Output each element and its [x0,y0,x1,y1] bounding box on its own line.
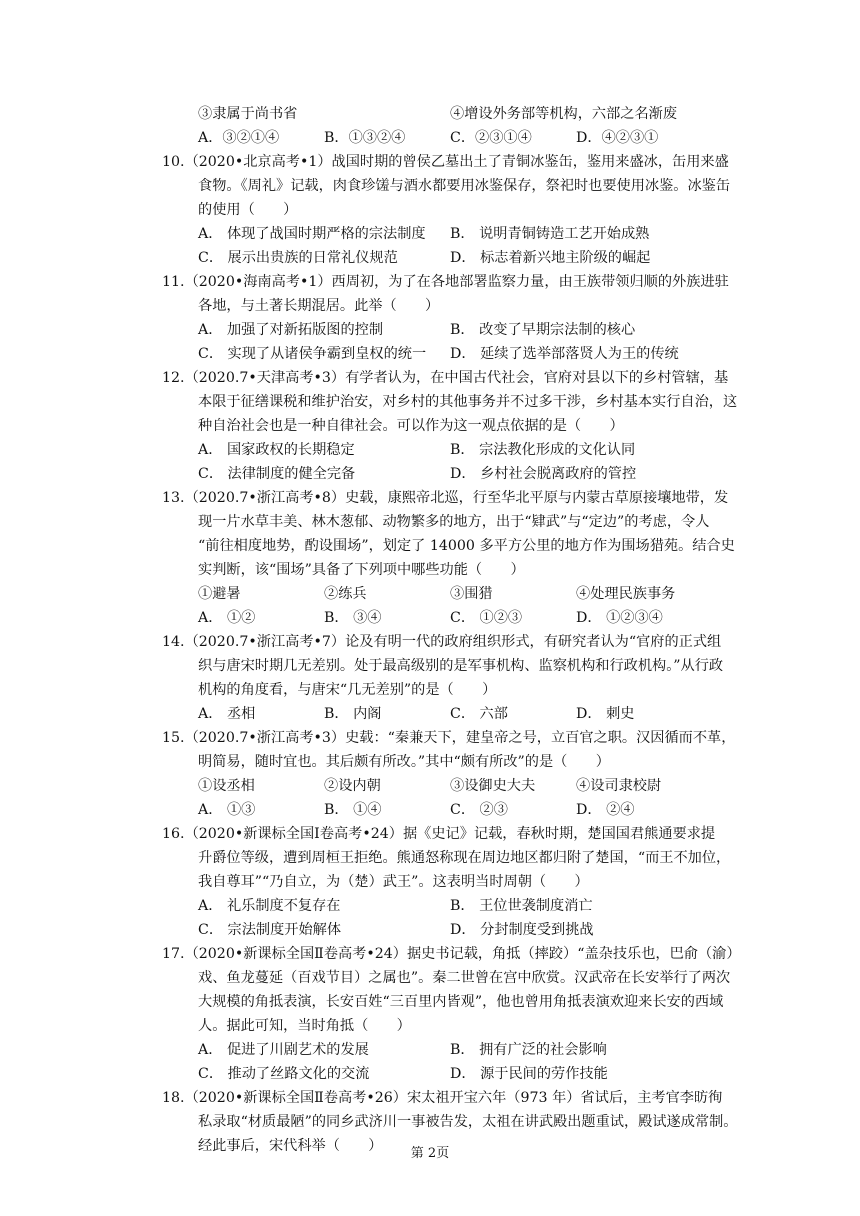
option-b: B． 拥有广泛的社会影响 [450,1042,607,1058]
question-text-line: 的使用（ ） [198,202,298,218]
question-text-line: 经此事后，宋代科举（ ） [198,1138,383,1154]
question-text-line: 13.（2020.7•浙江高考•8）史载，康熙帝北巡，行至华北平原与内蒙古草原接壤地带，发 [162,490,729,506]
item-3: ③围猎 [450,586,493,602]
question-text-line: 私录取“材质最陋”的同乡武济川一事被告发，太祖在讲武殿出题重试，殿试遂成常制。 [198,1114,738,1130]
option-b: B． 王位世袭制度消亡 [450,898,593,914]
question-text-line: 大规模的角抵表演，长安百姓“三百里内皆观”，他也曾用角抵表演欢迎来长安的西域 [198,994,724,1010]
option-d: D． 延续了选举部落贤人为王的传统 [450,346,679,362]
option-b: B． ①④ [324,802,382,818]
question-text-line: 14.（2020.7•浙江高考•7）论及有明一代的政府组织形式，有研究者认为“官府的正式组 [162,634,722,650]
option-c: C． ①②③ [450,610,523,626]
question-text-line: “前往相度地势，酌设围场”，划定了 14000 多平方公里的地方作为围场猎苑。结合史 [198,538,735,554]
option-c: C． ②③ [450,802,508,818]
option-a: A． 加强了对新拓版图的控制 [198,322,384,338]
option-b: B． 内阁 [324,706,382,722]
option-c: C． 宗法制度开始解体 [198,922,342,938]
option-a: A． 礼乐制度不复存在 [198,898,341,914]
item-1: ①避暑 [198,586,241,602]
question-text-line: 戏、鱼龙蔓延（百戏节目）之属也”。秦二世曾在宫中欣赏。汉武帝在长安举行了两次 [198,970,731,986]
option-b: B． 宗法教化形成的文化认同 [450,442,636,458]
option-a: A． ①③ [198,802,256,818]
question-text-line: 11.（2020•海南高考•1）西周初，为了在各地部署监察力量，由王族带领归顺的外族进驻 [162,274,729,290]
question-text-line: 机构的角度看，与唐宋“几无差别”的是（ ） [198,682,497,698]
question-text-line: 我自尊耳”“乃自立，为（楚）武王”。这表明当时周朝（ ） [198,874,589,890]
option-a: A． 促进了川剧艺术的发展 [198,1042,369,1058]
option-b: B． ③④ [324,610,382,626]
item-4: ④设司隶校尉 [576,778,662,794]
page-number: 第 2页 [410,1146,450,1161]
question-14 [162,630,724,726]
question-16 [162,822,731,942]
q9-options [162,126,702,150]
question-text-line: 12.（2020.7•天津高考•3）有学者认为，在中国古代社会，官府对县以下的乡村管辖，基 [162,370,729,386]
question-15 [162,726,736,822]
option-d: D． 标志着新兴地主阶级的崛起 [450,250,651,266]
option-c: C． 六部 [450,706,508,722]
option-d: D． 乡村社会脱离政府的管控 [450,466,637,482]
option-a: A． 体现了战国时期严格的宗法制度 [198,226,426,242]
option-c: C． 推动了丝路文化的交流 [198,1066,370,1082]
option-a: A．③②①④ [198,130,280,146]
option-c: C． 法律制度的健全完备 [198,466,356,482]
question-text-line: 种自治社会也是一种自律社会。可以作为这一观点依据的是（ ） [198,418,624,434]
question-text-line: 18.（2020•新课标全国Ⅱ卷高考•26）宋太祖开宝六年（973 年）省试后，主考官李昉徇 [162,1090,723,1106]
option-d: D． ①②③④ [576,610,663,626]
question-list [162,102,741,1158]
option-c: C． 实现了从诸侯争霸到皇权的统一 [198,346,427,362]
question-17 [162,942,741,1086]
option-b: B．①③②④ [324,130,406,146]
option-d: D．④②③① [576,130,659,146]
option-c: C． 展示出贵族的日常礼仪规范 [198,250,398,266]
q9-items [162,102,702,126]
item-2: ②练兵 [324,586,367,602]
option-d: D． 刺史 [576,706,635,722]
question-text-line: 16.（2020•新课标全国Ⅰ卷高考•24）据《史记》记载，春秋时期，楚国国君熊通要求提 [162,826,716,842]
question-text-line: 织与唐宋时期几无差别。处于最高级别的是军事机构、监察机构和行政机构。”从行政 [198,658,724,674]
option-c: C．②③①④ [450,130,532,146]
q9-item-4: ④增设外务部等机构，六部之名渐废 [450,106,678,122]
option-a: A． 国家政权的长期稳定 [198,442,355,458]
question-text-line: 人。据此可知，当时角抵（ ） [198,1018,411,1034]
item-3: ③设御史大夫 [450,778,536,794]
question-13 [162,486,735,630]
item-1: ①设丞相 [198,778,255,794]
item-4: ④处理民族事务 [576,586,676,602]
question-text-line: 15.（2020.7•浙江高考•3）史载：“秦兼天下，建皇帝之号，立百官之职。汉因循而不革， [162,730,736,746]
option-b: B． 改变了早期宗法制的核心 [450,322,636,338]
question-text-line: 17.（2020•新课标全国Ⅱ卷高考•24）据史书记载，角抵（摔跤）“盖杂技乐也，巴俞（渝） [162,946,741,962]
option-d: D． ②④ [576,802,635,818]
question-text-line: 各地，与土著长期混居。此举（ ） [198,298,440,314]
question-text-line: 10.（2020•北京高考•1）战国时期的曾侯乙墓出土了青铜冰鉴缶，鉴用来盛冰，缶用来盛 [162,154,729,170]
question-text-line: 本限于征缮课税和维护治安，对乡村的其他事务并不过多干涉，乡村基本实行自治，这 [198,394,738,410]
question-12 [162,366,738,486]
option-d: D． 分封制度受到挑战 [450,922,594,938]
option-d: D． 源于民间的劳作技能 [450,1066,608,1082]
option-b: B． 说明青铜铸造工艺开始成熟 [450,226,650,242]
question-text-line: 实判断，该“围场”具备了下列项中哪些功能（ ） [198,562,525,578]
question-text-line: 明简易，随时宜也。其后颇有所改。”其中“颇有所改”的是（ ） [198,754,610,770]
option-a: A． ①② [198,610,256,626]
item-2: ②设内朝 [324,778,381,794]
question-text-line: 现一片水草丰美、林木葱郁、动物繁多的地方，出于“肄武”与“定边”的考虑，令人 [198,514,710,530]
question-text-line: 升爵位等级，遭到周桓王拒绝。熊通怒称现在周边地区都归附了楚国，“而王不加位， [198,850,731,866]
question-10 [162,150,731,270]
question-text-line: 食物。《周礼》记载，肉食珍馐与酒水都要用冰鉴保存，祭祀时也要使用冰鉴。冰鉴缶 [198,178,731,194]
option-a: A． 丞相 [198,706,256,722]
q9-item-3: ③隶属于尚书省 [198,106,298,122]
question-11 [162,270,729,366]
